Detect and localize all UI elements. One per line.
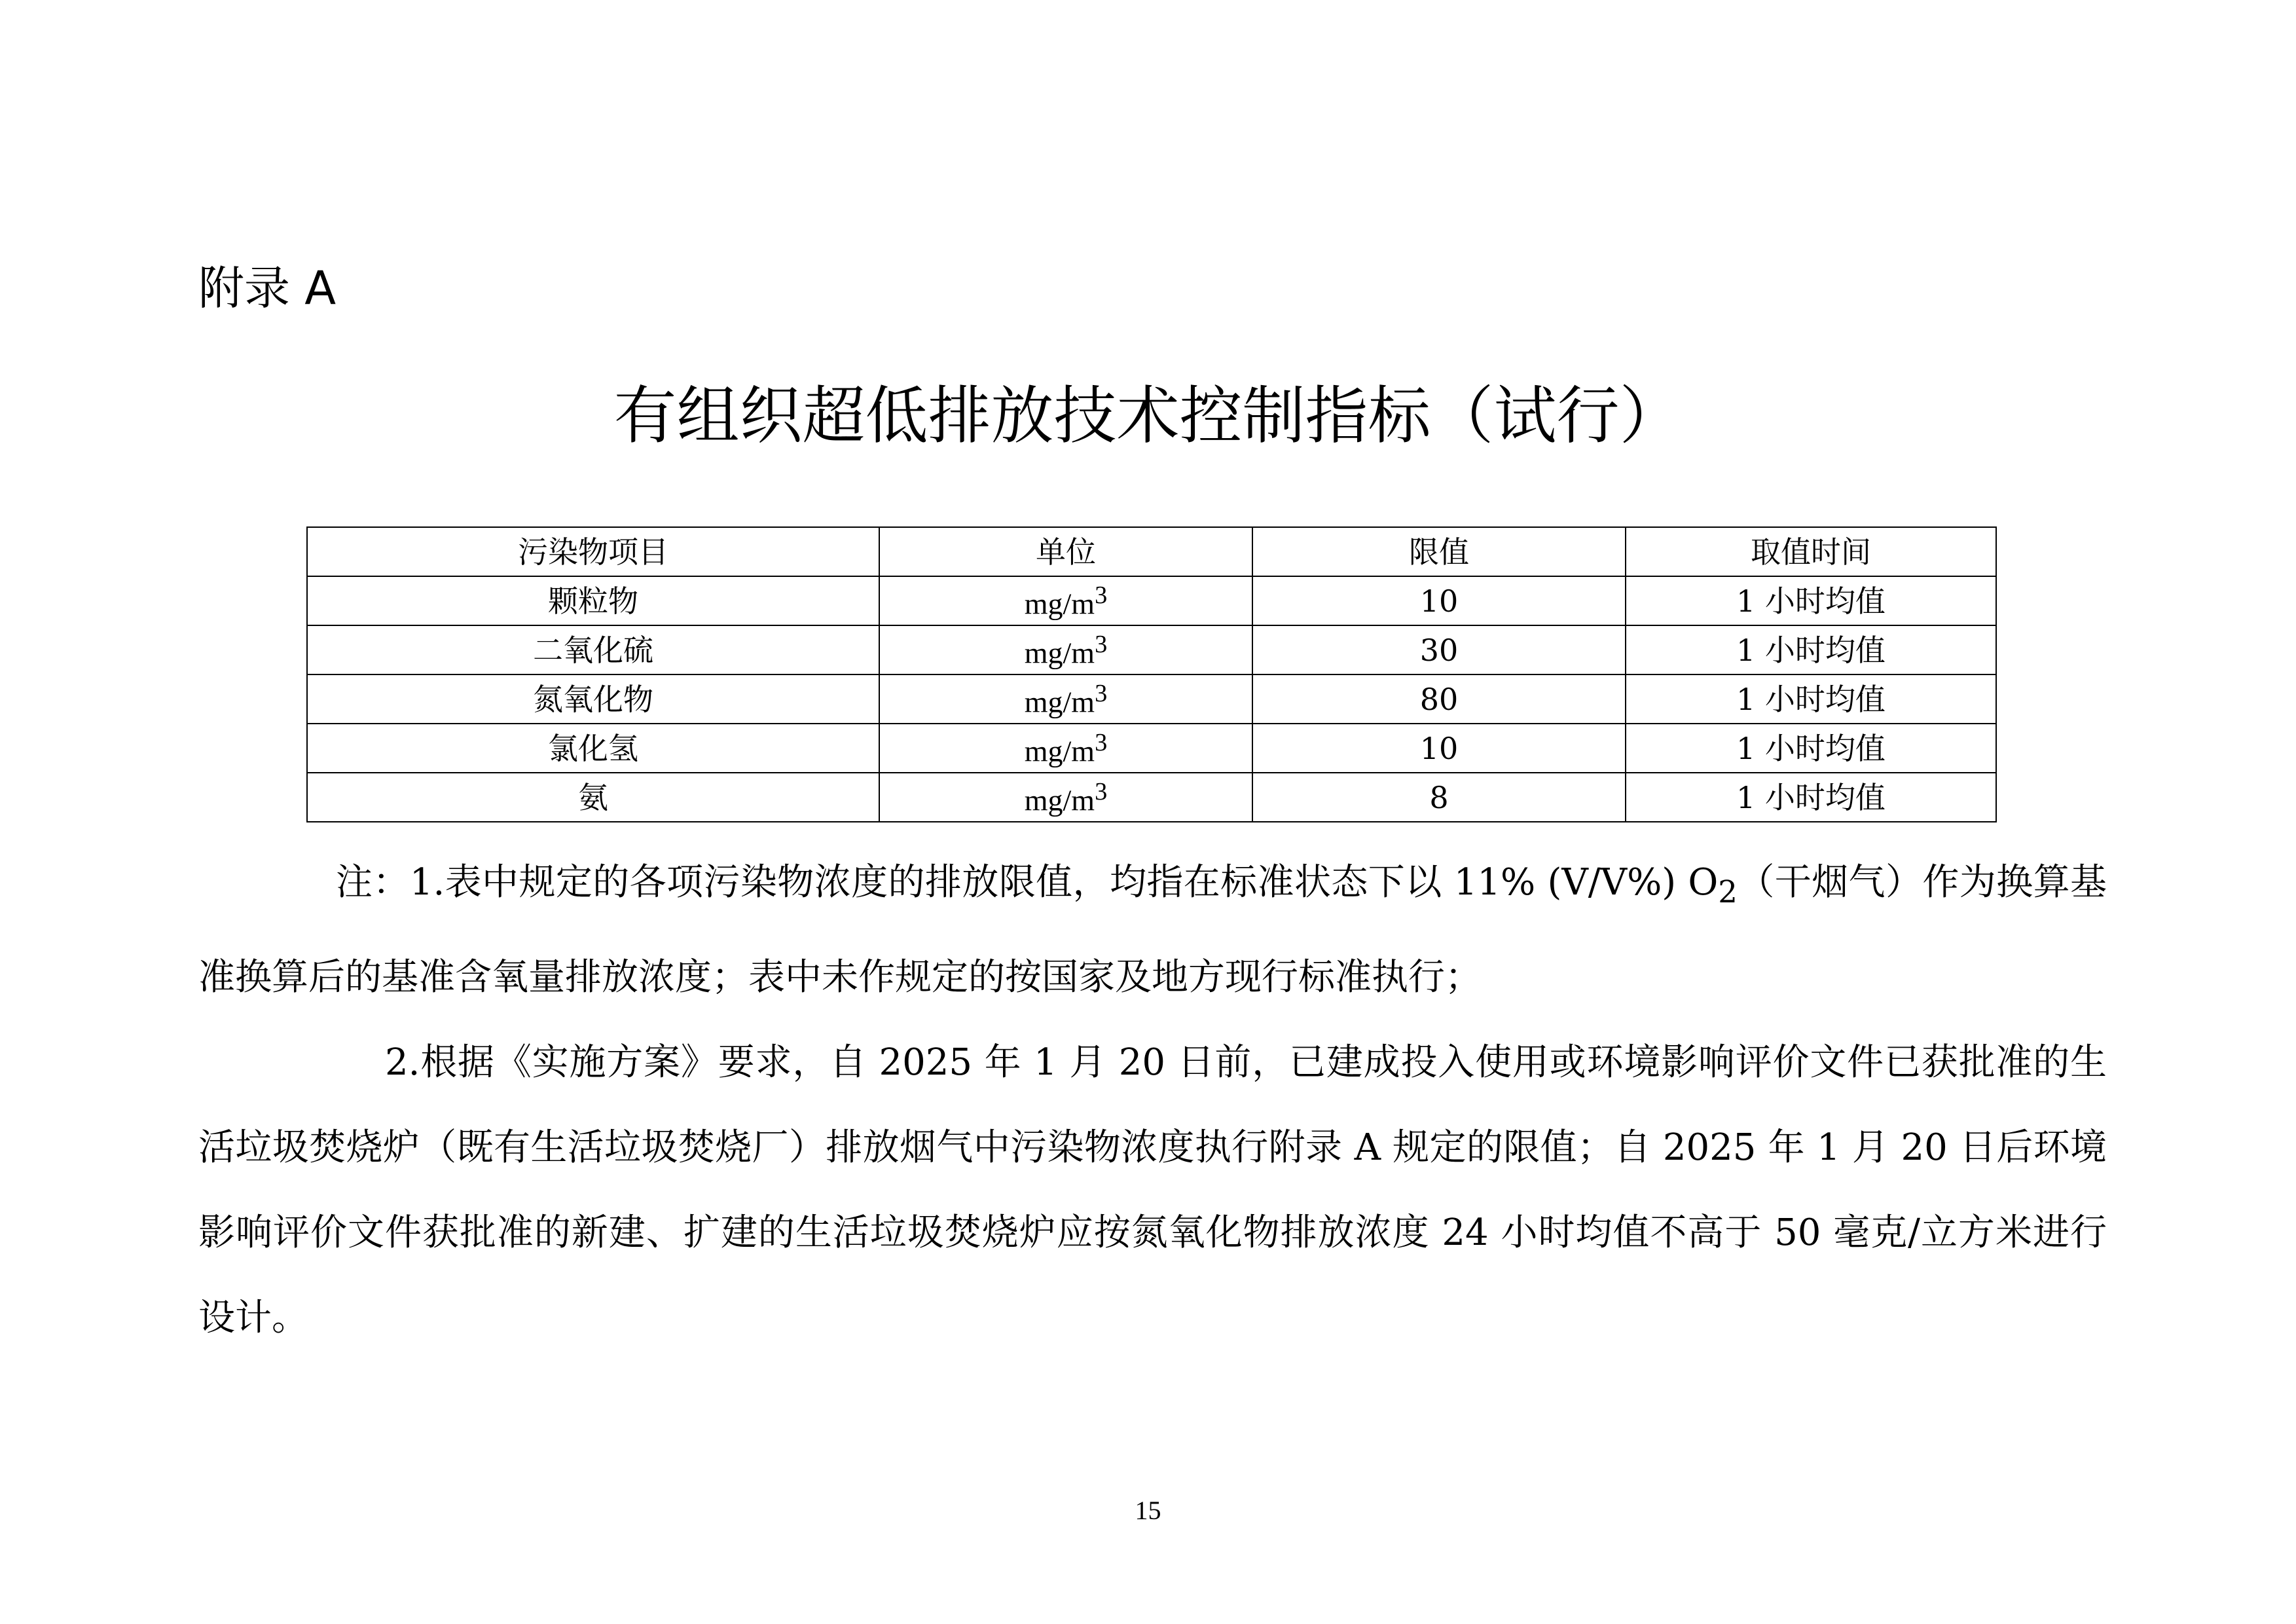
- time-cell: 1 小时均值: [1626, 576, 1996, 625]
- unit-cell: [879, 773, 1252, 822]
- limit-cell: 80: [1252, 674, 1626, 724]
- column-header-unit: 单位: [879, 527, 1252, 576]
- pollutant-cell: 颗粒物: [307, 576, 879, 625]
- note-1: [198, 840, 2107, 1020]
- unit-superscript: 3: [1095, 679, 1108, 707]
- column-header-time: 取值时间: [1626, 527, 1996, 576]
- column-header-limit: 限值: [1252, 527, 1626, 576]
- emission-limits-table: [306, 526, 1997, 822]
- unit-superscript: 3: [1095, 728, 1108, 756]
- pollutant-cell: 氨: [307, 773, 879, 822]
- unit-cell: [879, 576, 1252, 625]
- unit-text: mg/m: [1024, 587, 1095, 621]
- note-1-text-end: （干烟气）作为换算基准换算后的基准含氧量排放浓度；表中未作规定的按国家及地方现行标准执行；: [198, 861, 2107, 999]
- unit-superscript: 3: [1095, 581, 1108, 609]
- pollutant-cell: 氮氧化物: [307, 674, 879, 724]
- page-number: 15: [1135, 1496, 1161, 1525]
- note-1-text-start: 注：1.表中规定的各项污染物浓度的排放限值，均指在标准状态下以 11% (V/V%) O: [336, 861, 1719, 904]
- unit-cell: [879, 724, 1252, 773]
- pollutant-cell: 二氧化硫: [307, 625, 879, 674]
- notes-section: [198, 840, 2107, 1361]
- note-1-subscript: 2: [1718, 875, 1738, 911]
- unit-superscript: 3: [1095, 777, 1108, 805]
- limit-cell: 10: [1252, 724, 1626, 773]
- table-row: [307, 674, 1996, 724]
- time-cell: 1 小时均值: [1626, 773, 1996, 822]
- table-row: [307, 625, 1996, 674]
- unit-text: mg/m: [1024, 685, 1095, 719]
- unit-text: mg/m: [1024, 783, 1095, 817]
- table-row: [307, 724, 1996, 773]
- unit-superscript: 3: [1095, 630, 1108, 658]
- table-header-row: [307, 527, 1996, 576]
- unit-text: mg/m: [1024, 734, 1095, 768]
- limit-cell: 10: [1252, 576, 1626, 625]
- limit-cell: 8: [1252, 773, 1626, 822]
- time-cell: 1 小时均值: [1626, 724, 1996, 773]
- limit-cell: 30: [1252, 625, 1626, 674]
- table-row: [307, 576, 1996, 625]
- time-cell: 1 小时均值: [1626, 625, 1996, 674]
- page-title: 有组织超低排放技术控制指标（试行）: [613, 379, 1683, 452]
- time-cell: 1 小时均值: [1626, 674, 1996, 724]
- unit-cell: [879, 625, 1252, 674]
- column-header-pollutant: 污染物项目: [307, 527, 879, 576]
- pollutant-cell: 氯化氢: [307, 724, 879, 773]
- appendix-label: 附录 A: [198, 261, 337, 315]
- unit-cell: [879, 674, 1252, 724]
- note-2: 2.根据《实施方案》要求，自 2025 年 1 月 20 日前，已建成投入使用或环境影响评价文件已获批准的生活垃圾焚烧炉（既有生活垃圾焚烧厂）排放烟气中污染物浓度执行附录 A 规定的限值；自 2025 年 1 月 20 日后环境影响评价文件获批准的新建、扩建的生活垃圾焚烧炉应按氮氧化物排放浓度 24 小时均值不高于 50 毫克/立方米进行设计。: [198, 1041, 2107, 1340]
- unit-text: mg/m: [1024, 636, 1095, 670]
- table-row: [307, 773, 1996, 822]
